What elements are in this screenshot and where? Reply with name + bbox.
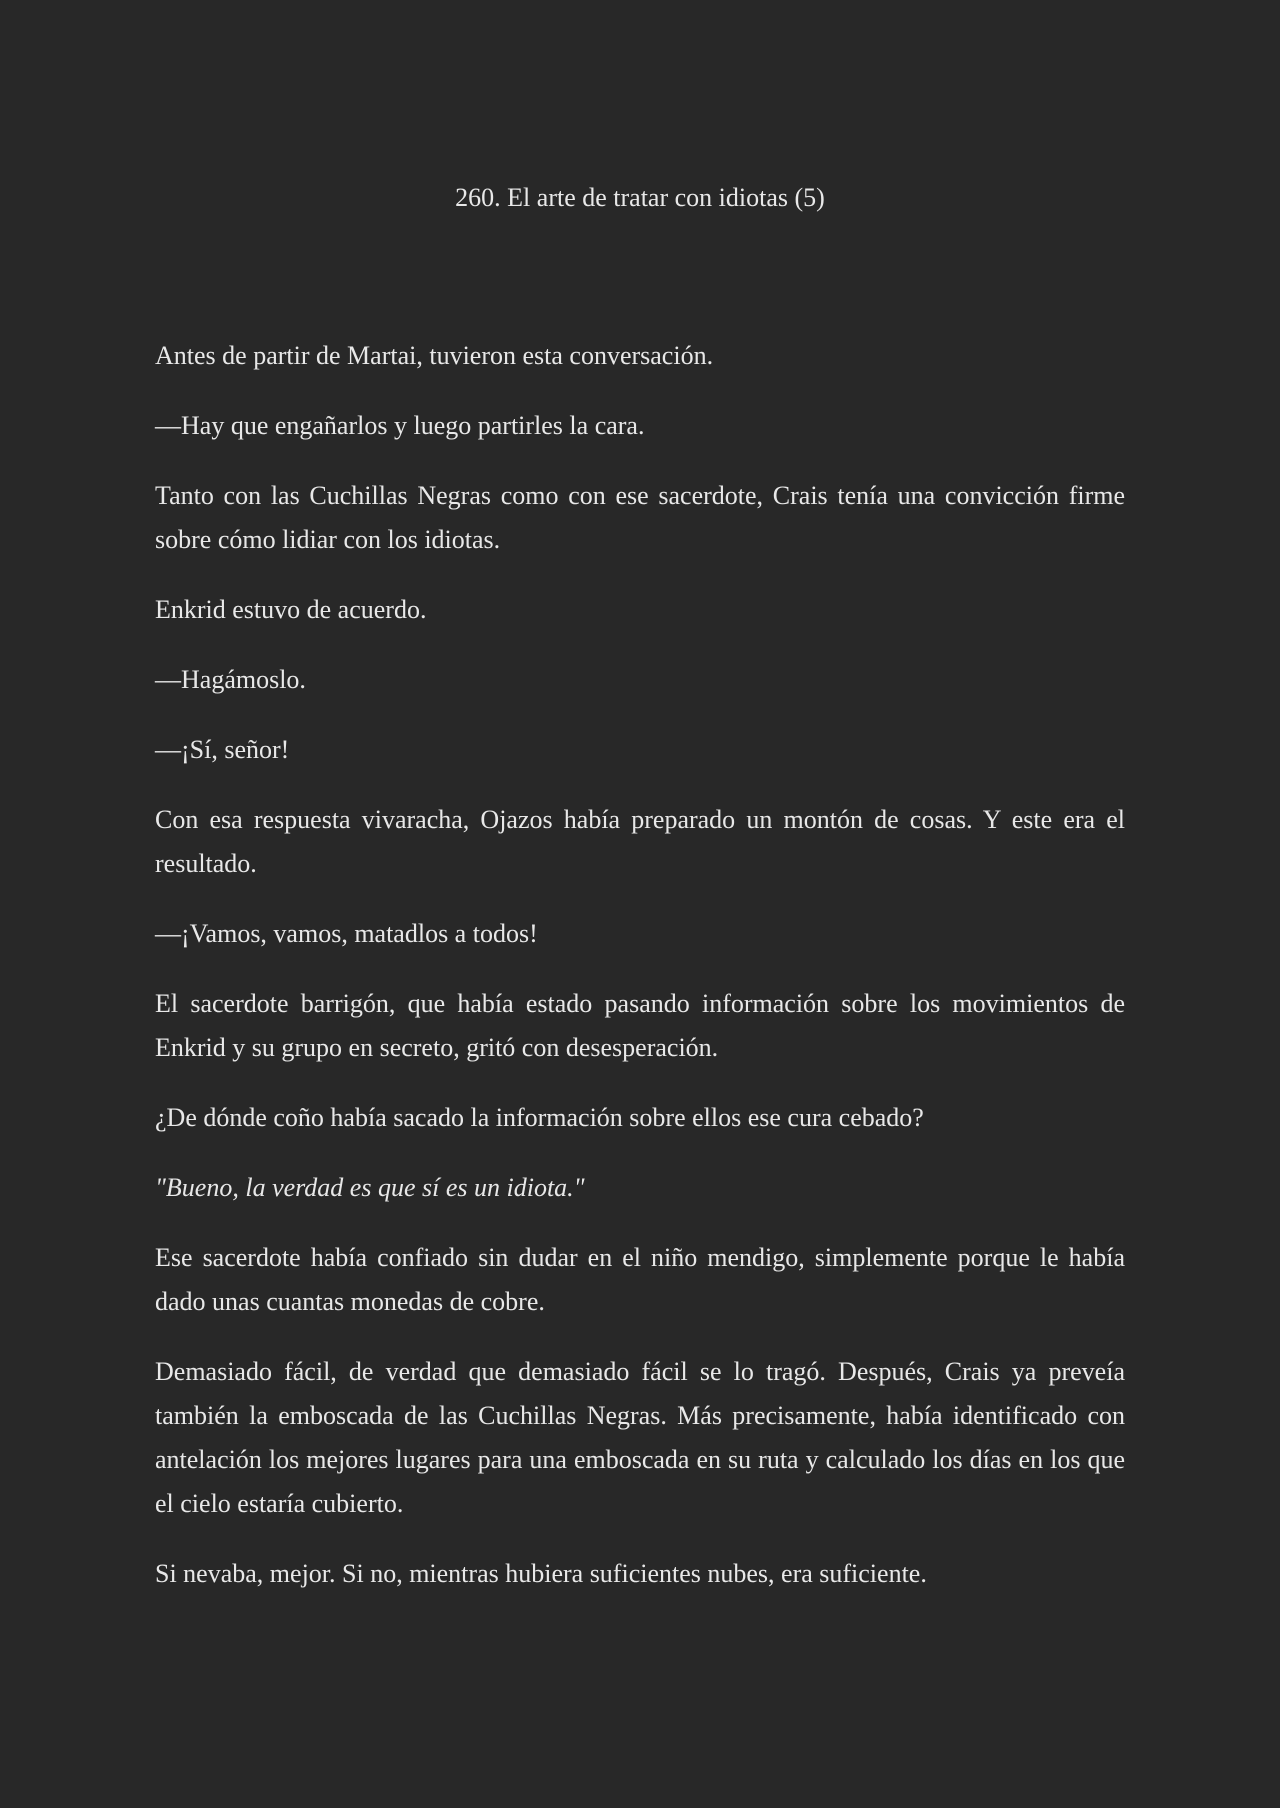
paragraph: Demasiado fácil, de verdad que demasiado fácil se lo tragó. Después, Crais ya preveía también la emboscada de las Cuchillas Negras. Más precisamente, había identificado con antelación los mejores lugares para una emboscada en su ruta y calculado los días en los que el cielo estaría cubierto. (155, 1357, 1125, 1518)
paragraph: ¿De dónde coño había sacado la información sobre ellos ese cura cebado? (155, 1103, 924, 1132)
paragraph: El sacerdote barrigón, que había estado pasando información sobre los movimientos de Enkrid y su grupo en secreto, gritó con desesperación. (155, 989, 1125, 1062)
paragraph: Antes de partir de Martai, tuvieron esta conversación. (155, 341, 714, 370)
paragraph: Si nevaba, mejor. Si no, mientras hubiera suficientes nubes, era suficiente. (155, 1559, 927, 1588)
paragraph: Enkrid estuvo de acuerdo. (155, 595, 427, 624)
paragraph: —Hagámoslo. (155, 665, 306, 694)
paragraph: Tanto con las Cuchillas Negras como con ese sacerdote, Crais tenía una convicción firme sobre cómo lidiar con los idiotas. (155, 481, 1125, 554)
chapter-body (155, 334, 1125, 1622)
paragraph: —¡Vamos, vamos, matadlos a todos! (155, 919, 538, 948)
paragraph: Ese sacerdote había confiado sin dudar en el niño mendigo, simplemente porque le había dado unas cuantas monedas de cobre. (155, 1243, 1125, 1316)
paragraph-thought: "Bueno, la verdad es que sí es un idiota." (155, 1173, 585, 1202)
paragraph: —¡Sí, señor! (155, 735, 290, 764)
chapter-title: 260. El arte de tratar con idiotas (5) (455, 183, 825, 212)
paragraph: Con esa respuesta vivaracha, Ojazos había preparado un montón de cosas. Y este era el resultado. (155, 805, 1125, 878)
paragraph: —Hay que engañarlos y luego partirles la cara. (155, 411, 645, 440)
